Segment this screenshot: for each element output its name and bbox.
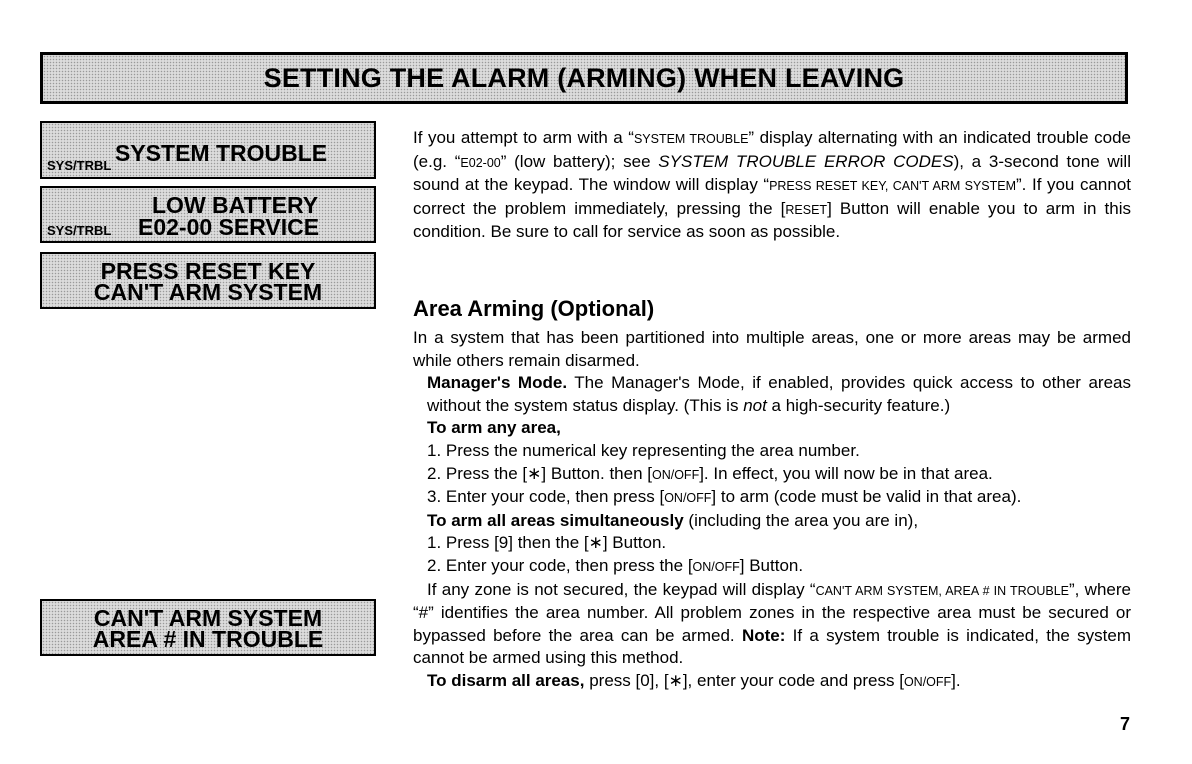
display-line: SYSTEM TROUBLE — [115, 140, 328, 166]
display-line-1: LOW BATTERY — [152, 192, 319, 218]
area-arming-body — [413, 327, 1131, 694]
list-item: 3. Enter your code, then press [ON/OFF] to arm (code must be valid in that area). — [427, 487, 1022, 507]
keypad-display-low-battery — [40, 186, 376, 243]
list-item: 1. Press [9] then the [∗] Button. — [427, 533, 667, 553]
arm-any-heading: To arm any area, — [427, 418, 561, 438]
display-line-2: E02-00 SERVICE — [138, 214, 320, 240]
display-indicator-label: SYS/TRBL — [47, 223, 112, 238]
display-line-2: AREA # IN TROUBLE — [92, 626, 324, 652]
section-title-banner — [40, 52, 1128, 104]
managers-mode-paragraph: Manager's Mode. The Manager's Mode, if enabled, provides quick access to other areas without the system status display. (This is not a high-security feature.) — [427, 373, 1131, 415]
arm-all-heading: To arm all areas simultaneously (including the area you are in), — [427, 510, 919, 530]
display-indicator-label: SYS/TRBL — [47, 158, 112, 173]
display-line-1: CAN'T ARM SYSTEM — [93, 605, 323, 631]
keypad-display-system-trouble — [40, 121, 376, 179]
display-line-2: CAN'T ARM SYSTEM — [93, 279, 323, 305]
area-arming-heading: Area Arming (Optional) — [413, 296, 655, 321]
list-item: 2. Press the [∗] Button. then [ON/OFF]. In effect, you will now be in that area. — [427, 463, 993, 483]
keypad-display-area-trouble — [40, 599, 376, 656]
keypad-display-press-reset — [40, 252, 376, 309]
partition-paragraph: In a system that has been partitioned into multiple areas, one or more areas may be armed while others remain disarmed. — [413, 328, 1131, 370]
section-title: SETTING THE ALARM (ARMING) WHEN LEAVING — [263, 62, 905, 93]
list-item: 1. Press the numerical key representing the area number. — [427, 440, 860, 460]
display-line-1: PRESS RESET KEY — [100, 258, 316, 284]
list-item: 2. Enter your code, then press the [ON/OFF] Button. — [427, 555, 804, 575]
page-number: 7 — [1120, 714, 1131, 734]
zone-not-secured-paragraph: If any zone is not secured, the keypad will display “CAN'T ARM SYSTEM, AREA # IN TROUBLE”, where “#” identifies the area number. All problem zones in the respective area must be secured or bypassed before the area can be armed. Note: If a system trouble is indicated, the system cannot be armed using this method. — [413, 579, 1131, 668]
intro-paragraph: If you attempt to arm with a “SYSTEM TROUBLE” display alternating with an indicated trouble code (e.g. “E02-00” (low battery); see SYSTEM TROUBLE ERROR CODES), a 3-second tone will sound at the keypad. The window will display “PRESS RESET KEY, CAN'T ARM SYSTEM”. If you cannot correct the problem immediately, pressing the [RESET] Button will enable you to arm in this condition. Be sure to call for service as soon as possible. — [413, 128, 1131, 242]
disarm-paragraph: To disarm all areas, press [0], [∗], enter your code and press [ON/OFF]. — [427, 670, 961, 690]
